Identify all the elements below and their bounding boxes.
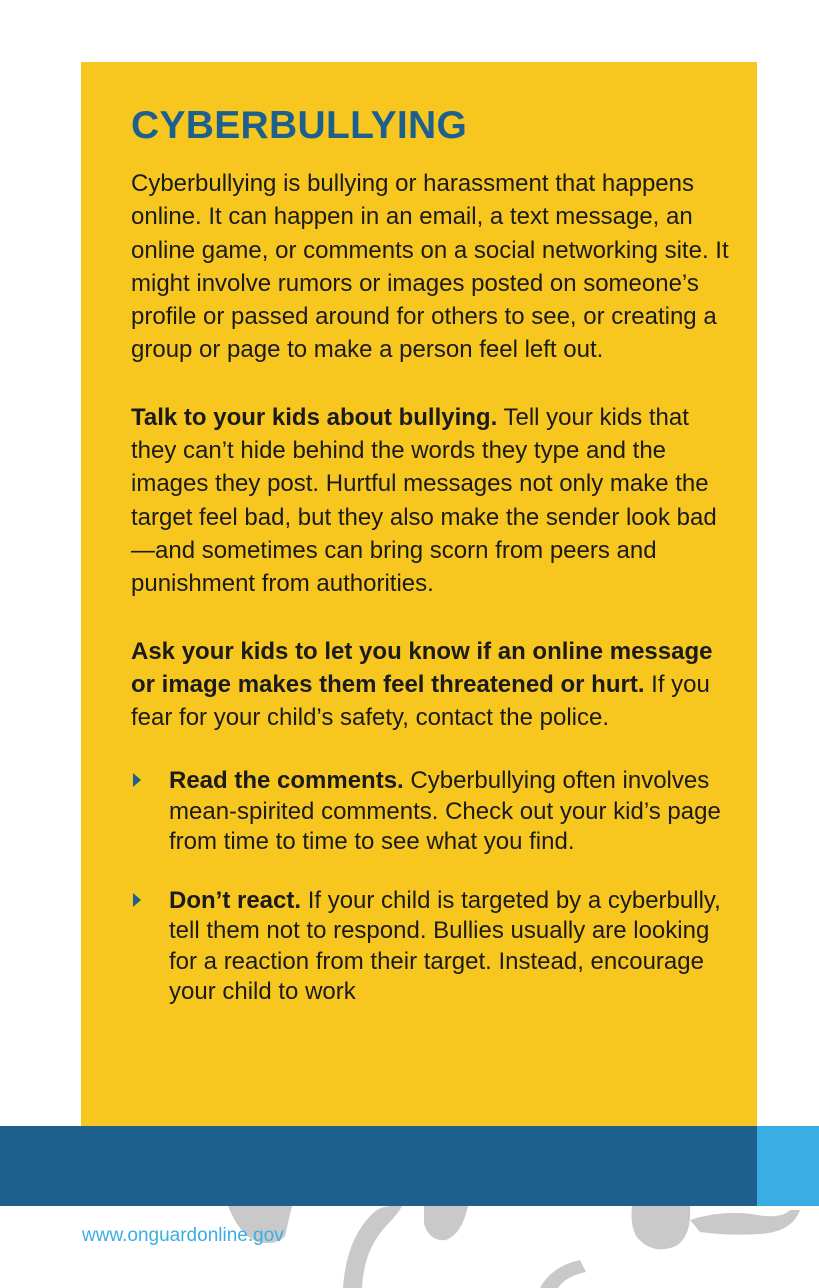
deco-shape-center-right [424, 1206, 468, 1240]
talk-lead: Talk to your kids about bullying. [131, 403, 498, 431]
article-content [131, 102, 731, 1008]
intro-paragraph: Cyberbullying is bullying or harassment that happens online. It can happen in an email, a text message, an online game, or comments on a social networking site. It might involve rumors or images posted on someone’s profile or passed around for others to see, or creating a group or page to make a person feel left out. [131, 170, 729, 364]
footer-band [0, 1126, 757, 1206]
deco-shape-right-2 [690, 1210, 800, 1235]
deco-shape-right-3 [540, 1260, 586, 1288]
footer-accent [757, 1126, 819, 1206]
ask-body: If you fear for your child’s safety, contact the police. [131, 670, 710, 732]
footer-url-link[interactable]: www.onguardonline.gov [82, 1225, 284, 1246]
list-item [131, 886, 731, 1008]
talk-body: Tell your kids that they can’t hide behind the words they type and the images they post. Hurtful messages not only make the target feel bad, but they also make the sender look bad—and sometimes can bring scorn from peers and punishment from authorities. [131, 403, 717, 598]
arrow-right-icon [133, 773, 141, 787]
arrow-right-icon [133, 893, 141, 907]
bullet-body: Cyberbullying often involves mean-spirited comments. Check out your kid’s page from time to time to see what you find. [169, 767, 721, 856]
deco-shape-center [343, 1206, 402, 1288]
deco-shape-right [632, 1206, 691, 1249]
ask-lead: Ask your kids to let you know if an online message or image makes them feel threatened or hurt. [131, 637, 713, 698]
tips-list [131, 766, 731, 1008]
bullet-body: If your child is targeted by a cyberbully, tell them not to respond. Bullies usually are looking for a reaction from their target. Instead, encourage your child to work [169, 886, 721, 1006]
bullet-lead: Don’t react. [169, 886, 302, 914]
list-item [131, 766, 731, 858]
bullet-lead: Read the comments. [169, 767, 404, 795]
page-title: CYBERBULLYING [131, 104, 468, 147]
talk-paragraph [131, 401, 731, 601]
ask-paragraph [131, 635, 731, 735]
